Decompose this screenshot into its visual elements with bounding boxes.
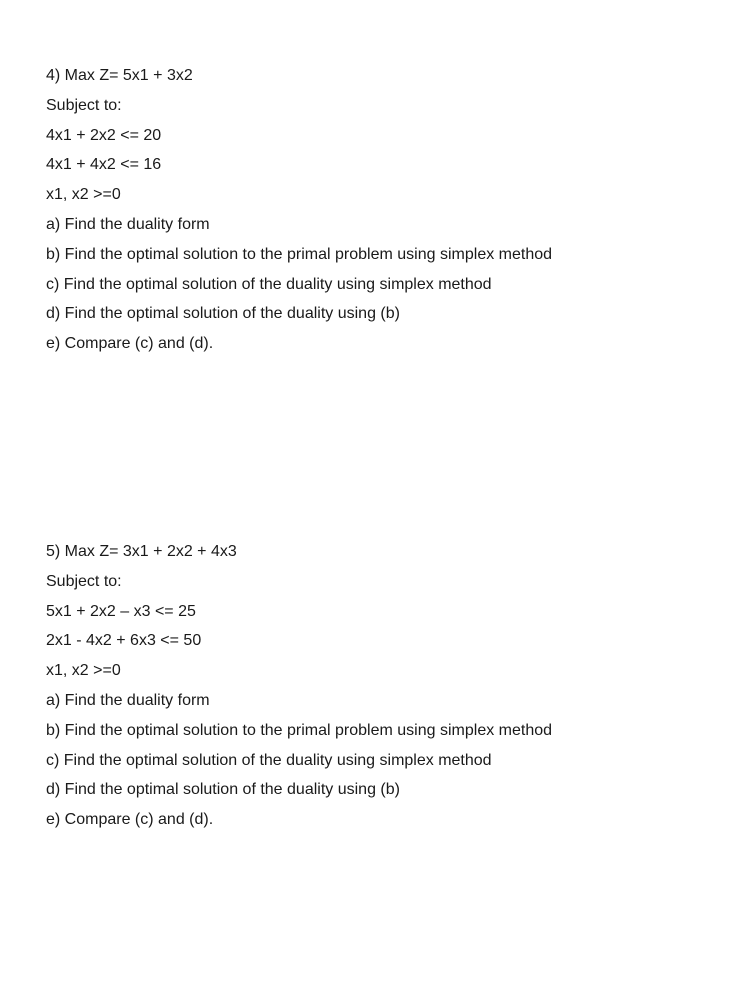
question-d: d) Find the optimal solution of the duality using (b) — [46, 305, 400, 323]
question-b: b) Find the optimal solution to the primal problem using simplex method — [46, 245, 553, 263]
objective-function: 5) Max Z= 3x1 + 2x2 + 4x3 — [46, 543, 237, 560]
non-negativity-constraint: x1, x2 >=0 — [46, 186, 121, 204]
objective-function: 4) Max Z= 5x1 + 3x2 — [46, 67, 193, 84]
constraint-line: 2x1 - 4x2 + 6x3 <= 50 — [46, 632, 202, 650]
problem-4 — [46, 61, 726, 359]
question-b: b) Find the optimal solution to the primal problem using simplex method — [46, 721, 553, 739]
question-a: a) Find the duality form — [46, 215, 210, 233]
constraint-line: 4x1 + 4x2 <= 16 — [46, 156, 162, 174]
question-c: c) Find the optimal solution of the duality using simplex method — [46, 275, 492, 293]
subject-to-label: Subject to: — [46, 96, 122, 114]
constraint-line: 4x1 + 2x2 <= 20 — [46, 126, 162, 144]
subject-to-label: Subject to: — [46, 572, 122, 590]
question-e: e) Compare (c) and (d). — [46, 811, 214, 829]
question-d: d) Find the optimal solution of the duality using (b) — [46, 781, 400, 799]
question-c: c) Find the optimal solution of the duality using simplex method — [46, 751, 492, 769]
non-negativity-constraint: x1, x2 >=0 — [46, 662, 121, 680]
question-a: a) Find the duality form — [46, 691, 210, 709]
problem-5 — [46, 537, 726, 835]
constraint-line: 5x1 + 2x2 – x3 <= 25 — [46, 602, 196, 620]
question-e: e) Compare (c) and (d). — [46, 335, 214, 353]
